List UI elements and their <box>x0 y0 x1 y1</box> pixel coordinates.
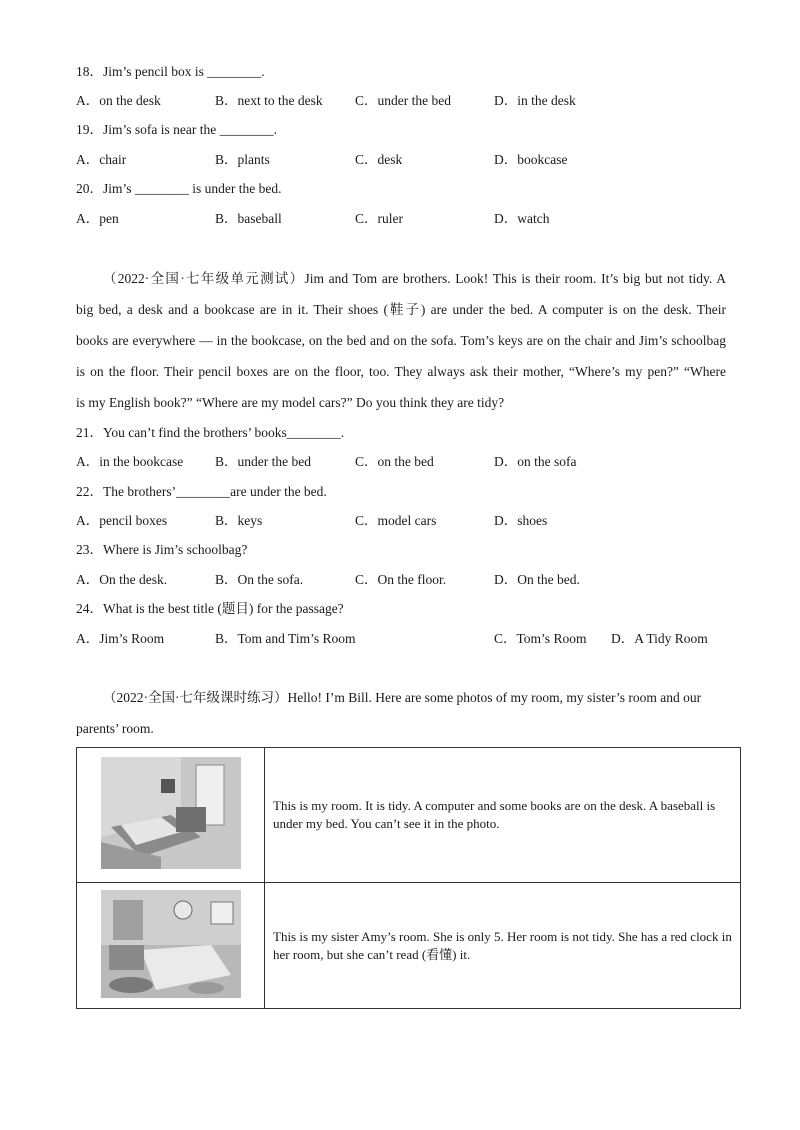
option-21b: B．under the bed <box>215 454 311 469</box>
option-24a: A．Jim’s Room <box>76 631 165 646</box>
passage-2-line: books are everywhere — in the bookcase, on the bed and on the sofa. Tom’s keys are on the chair and Jim’s schoolbag <box>76 333 726 348</box>
option-19c: C．desk <box>355 152 403 167</box>
question-stem-18: 18．Jim’s pencil box is ________. <box>76 64 265 79</box>
option-23b: B．On the sofa. <box>215 572 304 587</box>
option-23c: C．On the floor. <box>355 572 447 587</box>
table-row <box>77 748 741 883</box>
photo-cell <box>77 748 265 883</box>
option-24c: C．Tom’s Room <box>494 631 587 646</box>
option-22d: D．shoes <box>494 513 548 528</box>
option-21d: D．on the sofa <box>494 454 577 469</box>
question-stem-21: 21．You can’t find the brothers’ books________. <box>76 425 345 440</box>
passage-2-line: is my English book?” “Where are my model cars?” Do you think they are tidy? <box>76 395 505 410</box>
question-stem-23: 23．Where is Jim’s schoolbag? <box>76 542 248 557</box>
option-20b: B．baseball <box>215 211 282 226</box>
option-21c: C．on the bed <box>355 454 434 469</box>
passage-2-line: is on the floor. Their pencil boxes are on the floor, too. They always ask their mother, “Where’s my pen?” “Where <box>76 364 726 379</box>
option-22c: C．model cars <box>355 513 437 528</box>
option-19a: A．chair <box>76 152 127 167</box>
option-18c: C．under the bed <box>355 93 451 108</box>
bill-room-photo <box>101 757 241 869</box>
amy-room-photo <box>101 890 241 998</box>
photo-caption: This is my room. It is tidy. A computer and some books are on the desk. A baseball is under my bed. You can’t see it in the photo. <box>265 748 741 883</box>
reading-passage-2 <box>76 263 726 418</box>
option-21a: A．in the bookcase <box>76 454 184 469</box>
room-photo-table <box>76 747 741 1009</box>
option-18b: B．next to the desk <box>215 93 323 108</box>
photo-caption: This is my sister Amy’s room. She is only 5. Her room is not tidy. She has a red clock in her room, but she can’t read (看懂) it. <box>265 883 741 1009</box>
option-24b: B．Tom and Tim’s Room <box>215 631 356 646</box>
table-row <box>77 883 741 1009</box>
option-20d: D．watch <box>494 211 550 226</box>
question-stem-22: 22．The brothers’________are under the bed. <box>76 484 327 499</box>
option-18d: D．in the desk <box>494 93 576 108</box>
question-stem-24: 24．What is the best title (题目) for the passage? <box>76 601 344 616</box>
photo-cell <box>77 883 265 1009</box>
option-18a: A．on the desk <box>76 93 161 108</box>
option-19b: B．plants <box>215 152 270 167</box>
option-22a: A．pencil boxes <box>76 513 168 528</box>
option-23d: D．On the bed. <box>494 572 580 587</box>
option-20c: C．ruler <box>355 211 403 226</box>
passage-2-line: big bed, a desk and a bookcase are in it. Their shoes (鞋子) are under the bed. A computer is on the desk. Their <box>76 302 726 317</box>
option-22b: B．keys <box>215 513 263 528</box>
option-20a: A．pen <box>76 211 119 226</box>
option-24d: D．A Tidy Room <box>611 631 708 646</box>
option-23a: A．On the desk. <box>76 572 168 587</box>
option-19d: D．bookcase <box>494 152 568 167</box>
passage-2-line: （2022·全国·七年级单元测试）Jim and Tom are brothers. Look! This is their room. It’s big but not tidy. A <box>103 271 726 286</box>
passage-3-intro: （2022·全国·七年级课时练习）Hello! I’m Bill. Here are some photos of my room, my sister’s room and our <box>103 690 702 705</box>
passage-3-intro-cont: parents’ room. <box>76 721 154 736</box>
question-stem-19: 19．Jim’s sofa is near the ________. <box>76 122 277 137</box>
question-stem-20: 20．Jim’s ________ is under the bed. <box>76 181 282 196</box>
